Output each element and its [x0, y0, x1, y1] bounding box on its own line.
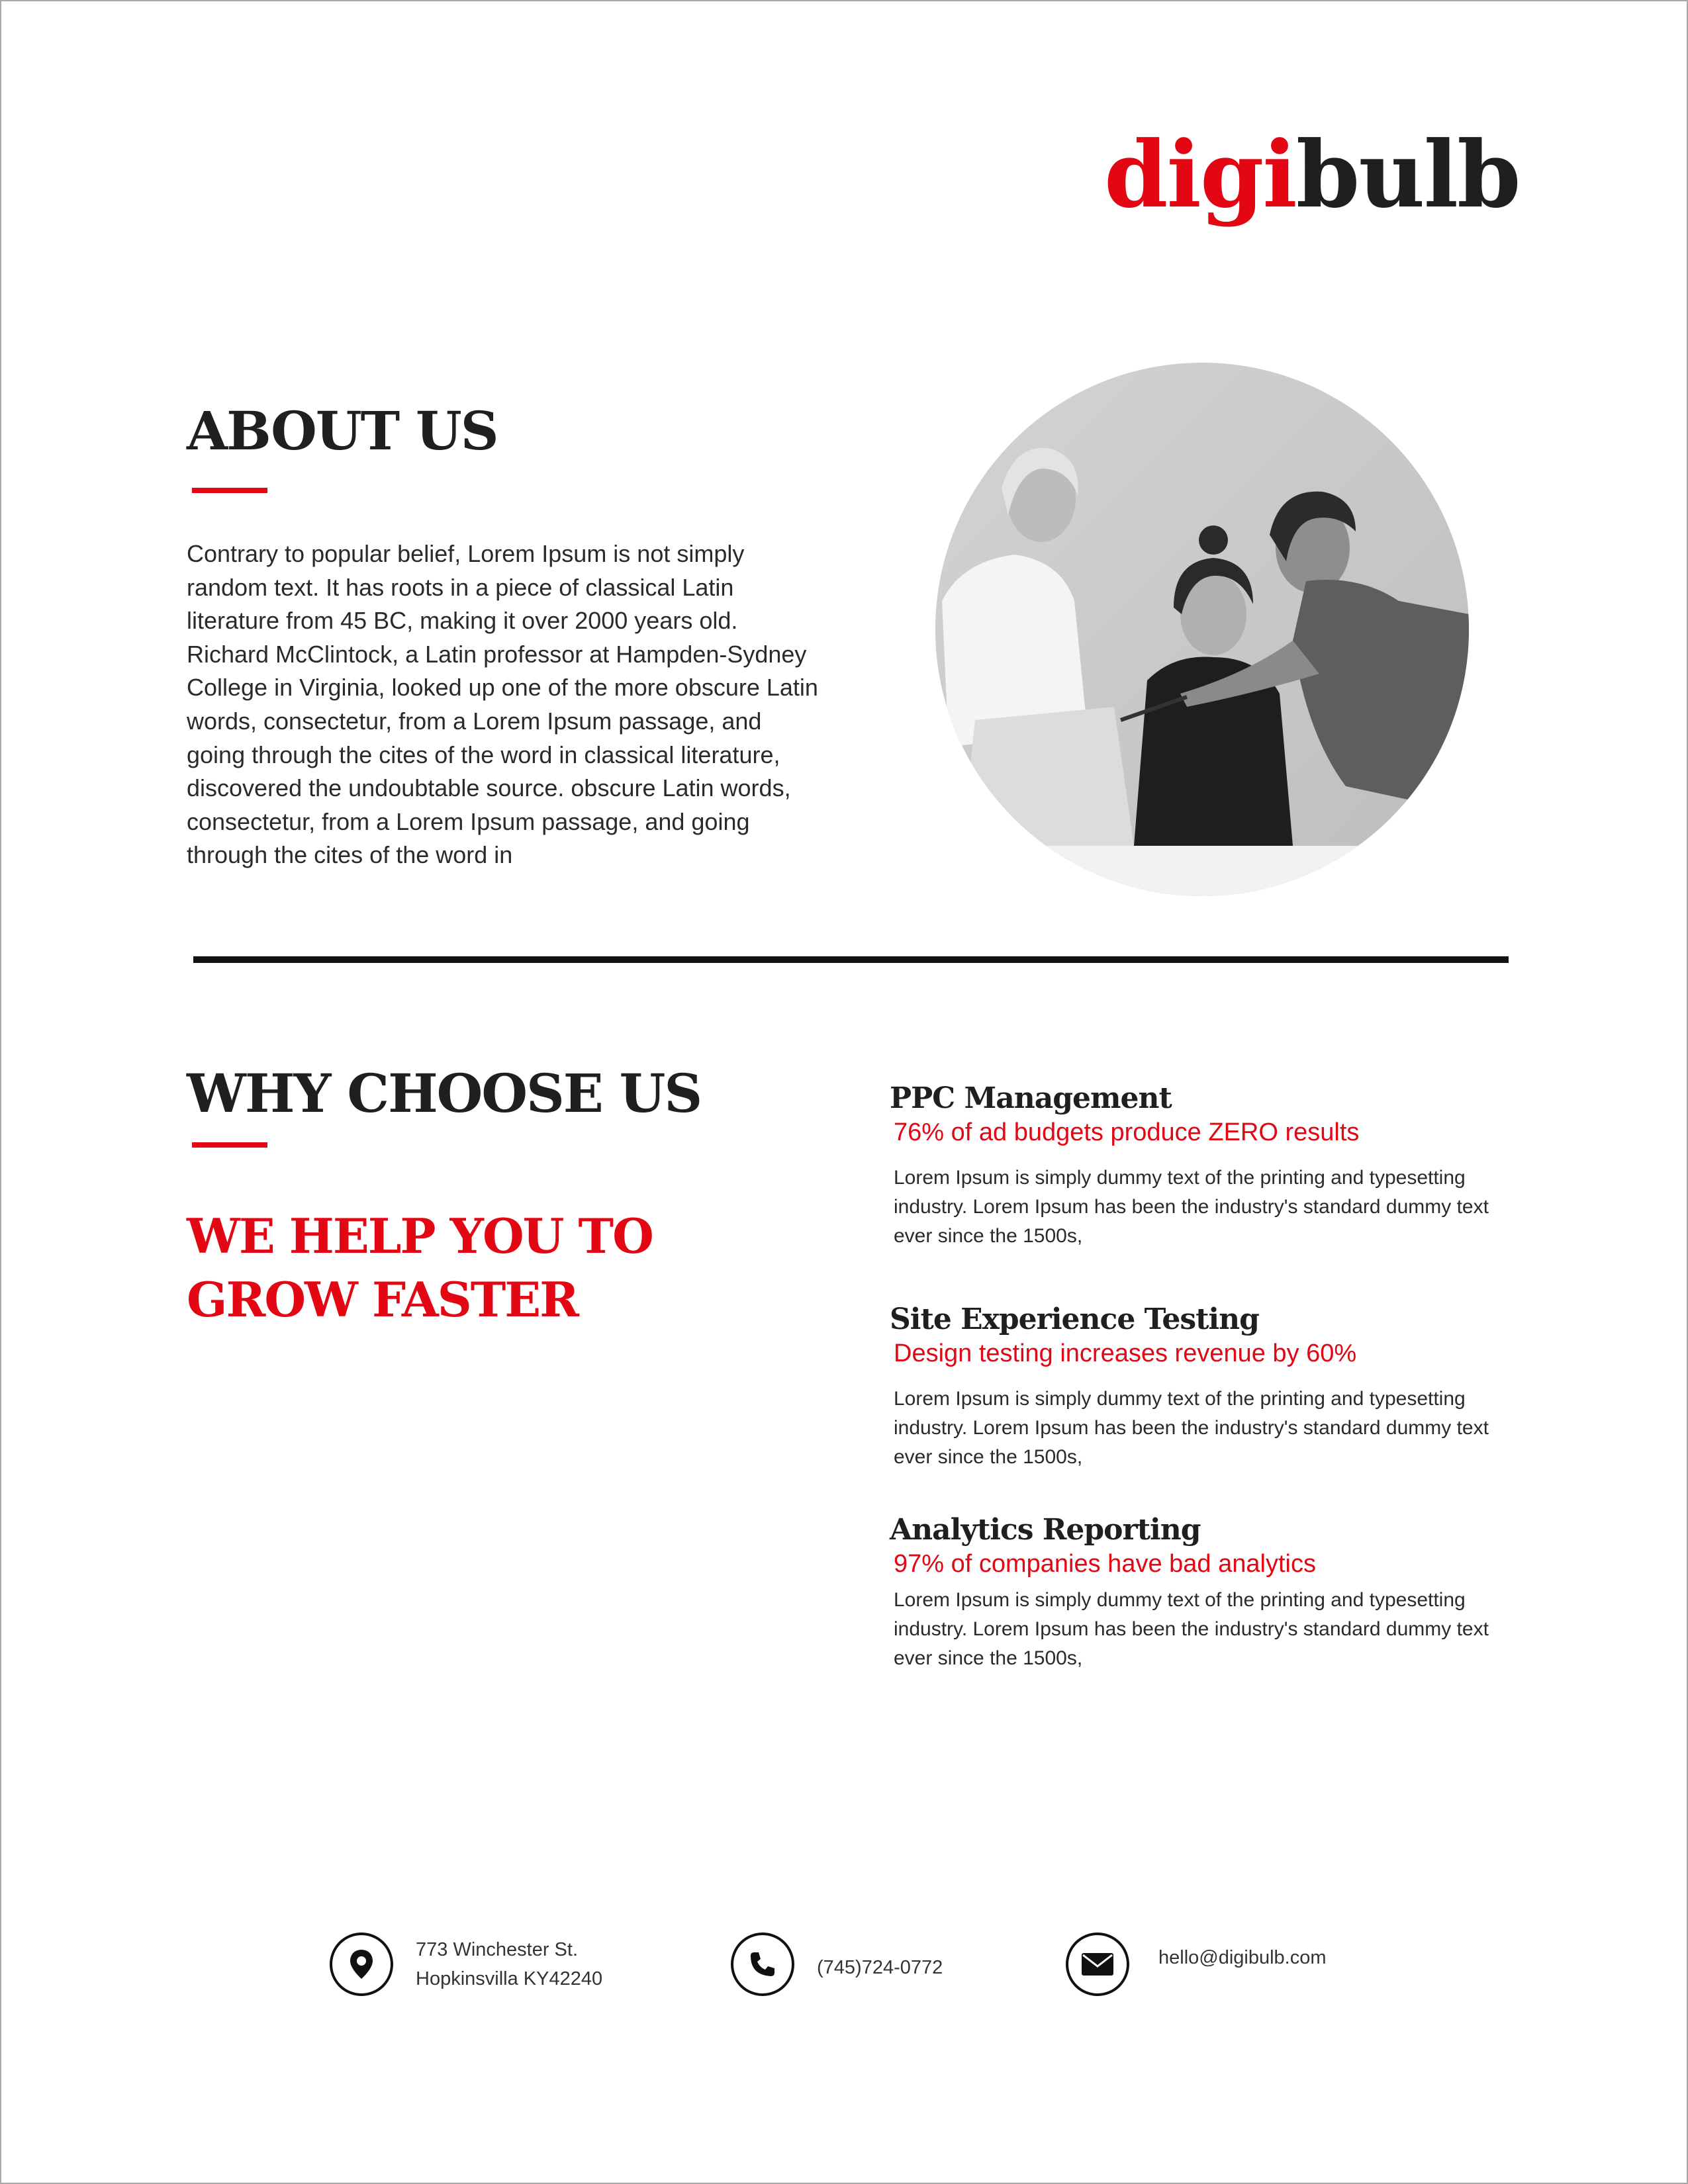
envelope-icon [1066, 1933, 1129, 1996]
tagline [187, 1205, 653, 1332]
service-stat: 97% of companies have bad analytics [894, 1550, 1316, 1578]
address-text [416, 1935, 602, 1993]
service-site-experience-testing [890, 1304, 1538, 1472]
tagline-line-1: WE HELP YOU TO [187, 1208, 653, 1264]
brand-logo [1104, 120, 1520, 228]
service-title: Site Experience Testing [890, 1302, 1259, 1336]
service-analytics-reporting [890, 1514, 1538, 1673]
service-stat: Design testing increases revenue by 60% [894, 1340, 1357, 1368]
team-photo-illustration [935, 363, 1469, 896]
about-accent-bar [192, 488, 267, 493]
service-title: PPC Management [890, 1081, 1172, 1115]
tagline-line-2: GROW FASTER [187, 1271, 579, 1328]
service-description: Lorem Ipsum is simply dummy text of the printing and typesetting industry. Lorem Ipsum has been the industry's standard dummy text ever since the 1500s, [894, 1588, 1489, 1669]
why-title: WHY CHOOSE US [187, 1062, 702, 1124]
email-address[interactable]: hello@digibulb.com [1158, 1947, 1327, 1968]
location-pin-icon [330, 1933, 393, 1996]
about-title: ABOUT US [187, 400, 498, 462]
logo-part-digi: digi [1104, 120, 1296, 228]
service-title: Analytics Reporting [890, 1513, 1201, 1547]
address-line-2: Hopkinsvilla KY42240 [416, 1968, 603, 1989]
address-line-1: 773 Winchester St. [416, 1939, 578, 1960]
section-divider [193, 956, 1509, 963]
service-stat: 76% of ad budgets produce ZERO results [894, 1118, 1360, 1147]
logo-part-bulb: bulb [1295, 120, 1520, 228]
service-description: Lorem Ipsum is simply dummy text of the printing and typesetting industry. Lorem Ipsum has been the industry's standard dummy text ever since the 1500s, [894, 1387, 1489, 1468]
contact-address [330, 1933, 602, 1996]
contact-phone [731, 1933, 943, 1996]
about-body-text: Contrary to popular belief, Lorem Ipsum is not simply random text. It has roots in a piece of classical Latin literature from 45 BC, making it over 2000 years old. Richard McClintock, a Latin professor at Hampden-Sydney College in Virginia, looked up one of the more obscure Latin words, consectetur, from a Lorem Ipsum passage, and going through the cites of the word in classical literature, discovered the undoubtable source. obscure Latin words, consectetur, from a Lorem Ipsum passage, and going through the cites of the word in [187, 540, 818, 869]
service-ppc-management [890, 1083, 1538, 1251]
phone-icon [731, 1933, 794, 1996]
service-description: Lorem Ipsum is simply dummy text of the printing and typesetting industry. Lorem Ipsum has been the industry's standard dummy text ever since the 1500s, [894, 1166, 1489, 1247]
why-accent-bar [192, 1142, 267, 1148]
contact-email [1066, 1933, 1327, 1996]
phone-number[interactable]: (745)724-0772 [817, 1957, 943, 1978]
team-photo [935, 363, 1469, 896]
